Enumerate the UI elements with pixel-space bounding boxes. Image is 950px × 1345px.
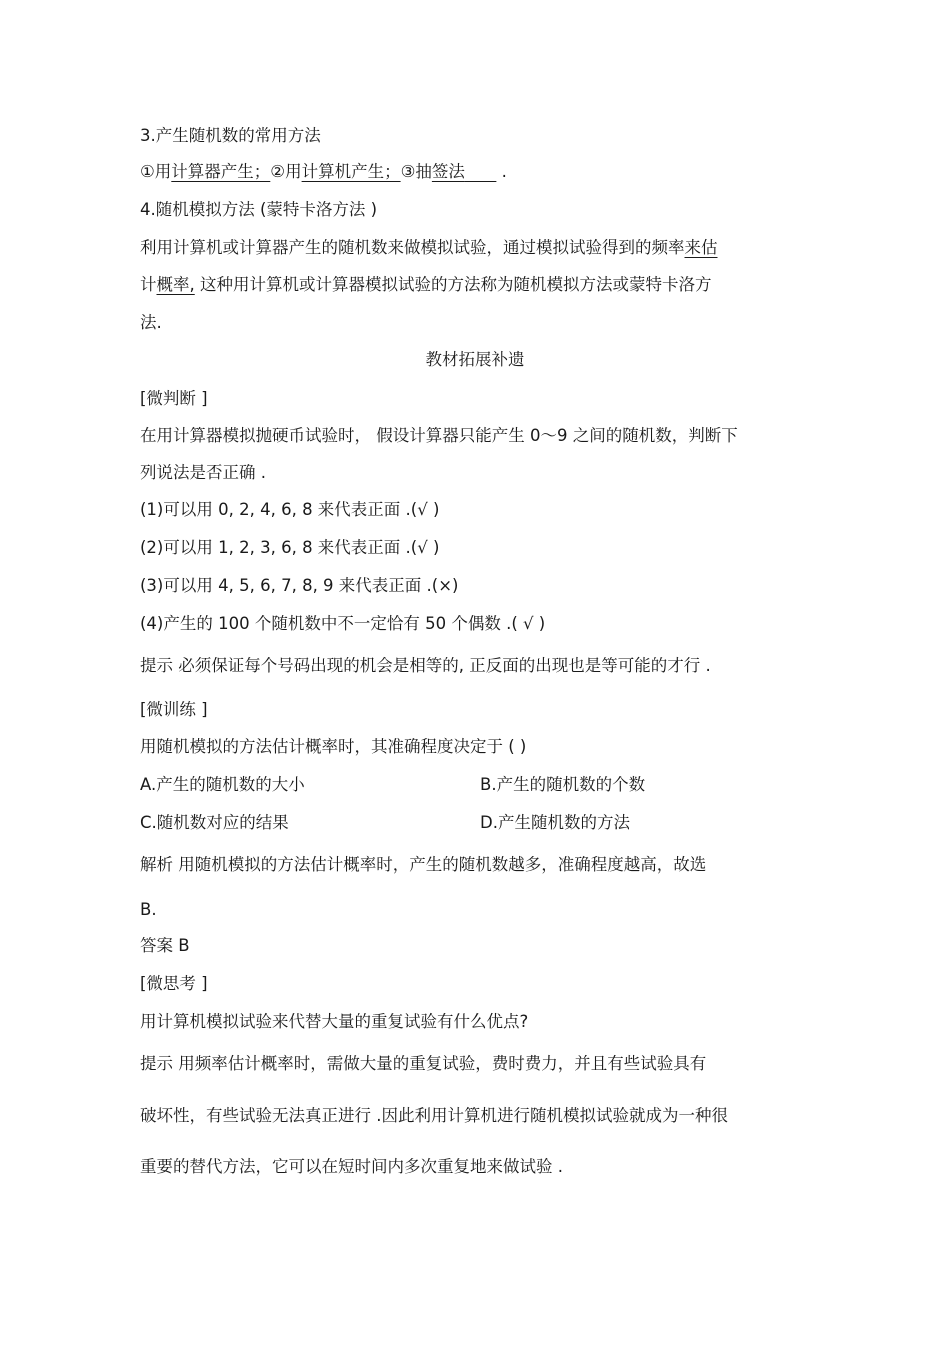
section3-heading: 3.产生随机数的常用方法: [140, 126, 321, 145]
train-option-a: A.产生的随机数的大小: [140, 775, 305, 794]
supplement-title: 教材拓展补遗: [425, 350, 525, 369]
method3-prefix: ③抽: [400, 162, 432, 181]
method3-end: .: [501, 162, 507, 181]
train-answer: 答案 B: [140, 936, 190, 955]
judge-tag: [微判断 ]: [140, 389, 208, 408]
train-analysis-line2: B.: [140, 900, 157, 919]
train-option-d: D.产生随机数的方法: [480, 813, 630, 832]
judge-hint: 提示 必须保证每个号码出现的机会是相等的, 正反面的出现也是等可能的才行 .: [140, 656, 711, 675]
section4-fill-2: 概率,: [156, 275, 195, 294]
train-question: 用随机模拟的方法估计概率时，其准确程度决定于 ( ): [140, 737, 527, 756]
method2-prefix: ②用: [270, 162, 302, 181]
train-option-c: C.随机数对应的结果: [140, 813, 289, 832]
method1-prefix: ①用: [140, 162, 172, 181]
section4-heading: 4.随机模拟方法 (蒙特卡洛方法 ): [140, 200, 378, 219]
judge-item-1: (1)可以用 0, 2, 4, 6, 8 来代表正面 .(√ ): [140, 500, 440, 519]
section4-fill-1: 来估: [684, 238, 718, 257]
think-hint-line3: 重要的替代方法，它可以在短时间内多次重复地来做试验 .: [140, 1157, 563, 1176]
method3-fill: 签法: [431, 162, 465, 181]
think-question: 用计算机模拟试验来代替大量的重复试验有什么优点?: [140, 1012, 529, 1031]
train-analysis-line1: 解析 用随机模拟的方法估计概率时，产生的随机数越多，准确程度越高，故选: [140, 855, 707, 874]
method2-fill: 计算机产生；: [301, 162, 401, 181]
judge-stem-line2: 列说法是否正确 .: [140, 463, 266, 482]
train-option-b: B.产生的随机数的个数: [480, 775, 646, 794]
section4-line2: 计概率, 这种用计算机或计算器模拟试验的方法称为随机模拟方法或蒙特卡洛方: [140, 275, 712, 294]
judge-item-3: (3)可以用 4, 5, 6, 7, 8, 9 来代表正面 .(×): [140, 576, 459, 595]
judge-item-4: (4)产生的 100 个随机数中不一定恰有 50 个偶数 .( √ ): [140, 614, 546, 633]
section4-line1: 利用计算机或计算器产生的随机数来做模拟试验，通过模拟试验得到的频率来估: [140, 238, 718, 257]
think-hint-line1: 提示 用频率估计概率时，需做大量的重复试验，费时费力，并且有些试验具有: [140, 1054, 707, 1073]
section3-methods-line: [140, 160, 507, 184]
think-tag: [微思考 ]: [140, 974, 208, 993]
judge-item-2: (2)可以用 1, 2, 3, 6, 8 来代表正面 .(√ ): [140, 538, 440, 557]
train-tag: [微训练 ]: [140, 700, 208, 719]
section4-line3: 法.: [140, 313, 162, 332]
think-hint-line2: 破坏性，有些试验无法真正进行 .因此利用计算机进行随机模拟试验就成为一种很: [140, 1106, 728, 1125]
method1-fill: 计算器产生；: [171, 162, 271, 181]
judge-stem-line1: 在用计算器模拟抛硬币试验时， 假设计算器只能产生 0～9 之间的随机数，判断下: [140, 426, 738, 445]
